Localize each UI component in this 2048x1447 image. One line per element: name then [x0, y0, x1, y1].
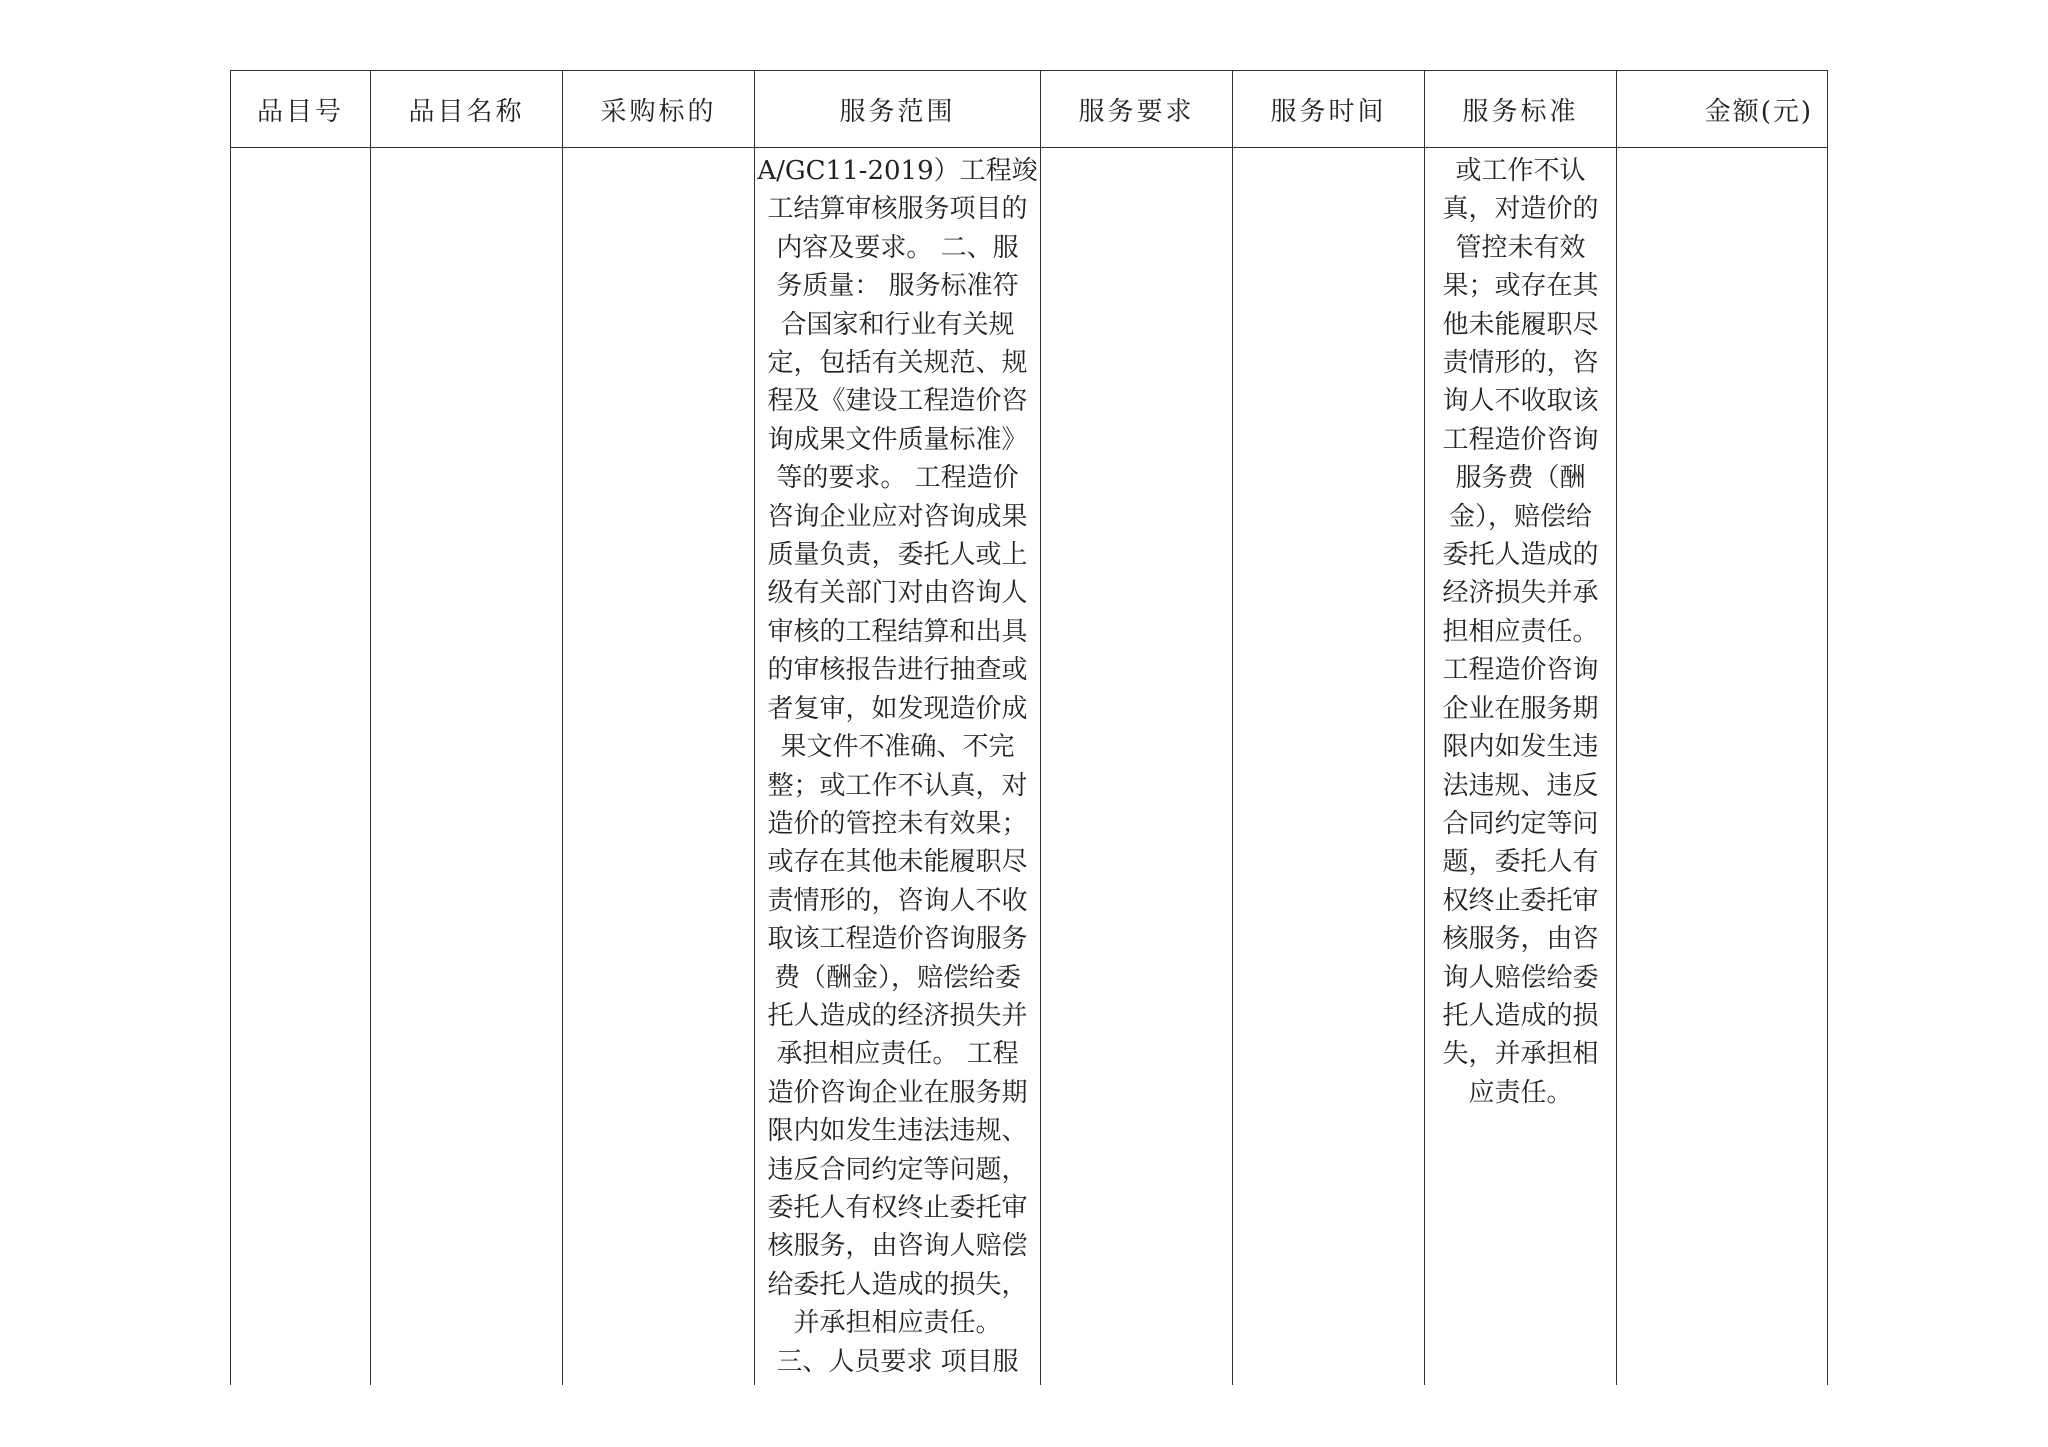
service-scope-line: 等的要求。 工程造价	[776, 463, 1019, 494]
cell-service-requirement	[1041, 148, 1233, 1386]
service-scope-line: A/GC11-2019）工程竣	[757, 156, 1038, 186]
table-header-row	[231, 71, 1828, 148]
service-scope-line: 造价的管控未有效果；	[767, 808, 1028, 839]
service-scope-line: 责情形的，咨询人不收	[767, 885, 1028, 916]
service-standard-line: 担相应责任。	[1442, 616, 1599, 647]
service-scope-line: 取该工程造价咨询服务	[767, 924, 1028, 955]
header-item-name: 品目名称	[371, 71, 563, 148]
cell-service-standard	[1425, 148, 1617, 1386]
service-scope-line: 程及《建设工程造价咨	[767, 386, 1028, 417]
service-scope-line: 三、人员要求 项目服	[776, 1346, 1019, 1377]
service-standard-line: 他未能履职尽	[1442, 309, 1599, 340]
table-row	[231, 148, 1828, 1386]
service-scope-line: 给委托人造成的损失，	[767, 1269, 1028, 1300]
header-service-time: 服务时间	[1233, 71, 1425, 148]
service-scope-line: 费（酬金），赔偿给委	[773, 962, 1021, 993]
service-scope-line: 的审核报告进行抽查或	[767, 655, 1028, 686]
service-scope-line: 造价咨询企业在服务期	[767, 1077, 1028, 1108]
cell-item-name	[371, 148, 563, 1386]
service-standard-line: 企业在服务期	[1442, 693, 1599, 724]
service-scope-line: 工结算审核服务项目的	[767, 194, 1028, 225]
service-scope-line: 询成果文件质量标准》	[767, 424, 1028, 455]
service-scope-line: 违反合同约定等问题，	[767, 1154, 1028, 1185]
service-scope-line: 审核的工程结算和出具	[767, 616, 1028, 647]
service-scope-line: 咨询企业应对咨询成果	[767, 501, 1028, 532]
service-standard-line: 工程造价咨询	[1442, 655, 1599, 686]
service-standard-line: 管控未有效	[1455, 232, 1586, 263]
cell-procurement-target	[563, 148, 755, 1386]
service-standard-line: 询人不收取该	[1442, 386, 1599, 417]
header-procurement-target: 采购标的	[563, 71, 755, 148]
header-service-scope: 服务范围	[755, 71, 1041, 148]
service-scope-line: 果文件不准确、不完	[780, 732, 1015, 763]
service-standard-line: 法违规、违反	[1442, 770, 1599, 801]
service-standard-line: 托人造成的损	[1442, 1000, 1599, 1031]
service-scope-line: 质量负责，委托人或上	[767, 540, 1028, 571]
service-standard-line: 金），赔偿给	[1448, 501, 1592, 532]
service-standard-line: 限内如发生违	[1442, 732, 1599, 763]
service-scope-line: 定，包括有关规范、规	[767, 348, 1028, 379]
service-scope-line: 委托人有权终止委托审	[767, 1192, 1028, 1223]
service-standard-line: 真，对造价的	[1442, 194, 1599, 225]
service-scope-line: 整；或工作不认真，对	[767, 770, 1028, 801]
service-scope-line: 或存在其他未能履职尽	[767, 847, 1028, 878]
service-standard-line: 应责任。	[1468, 1077, 1573, 1108]
cell-service-time	[1233, 148, 1425, 1386]
service-standard-line: 服务费（酬	[1455, 463, 1586, 494]
service-standard-line: 或工作不认	[1455, 156, 1586, 186]
service-standard-line: 委托人造成的	[1442, 540, 1599, 571]
service-standard-line: 经济损失并承	[1442, 578, 1599, 609]
cell-item-no	[231, 148, 371, 1386]
service-standard-line: 失，并承担相	[1442, 1039, 1599, 1070]
cell-service-scope	[755, 148, 1041, 1386]
service-scope-line: 核服务，由咨询人赔偿	[767, 1231, 1028, 1262]
service-scope-line: 合国家和行业有关规	[780, 309, 1015, 340]
service-scope-line: 务质量： 服务标准符	[776, 271, 1019, 302]
procurement-table	[230, 70, 1828, 1385]
service-standard-line: 果；或存在其	[1442, 271, 1599, 302]
service-scope-line: 者复审，如发现造价成	[767, 693, 1028, 724]
service-scope-line: 托人造成的经济损失并	[767, 1000, 1028, 1031]
service-standard-text	[1425, 148, 1616, 1112]
header-item-no: 品目号	[231, 71, 371, 148]
service-scope-line: 并承担相应责任。	[793, 1308, 1002, 1339]
header-service-requirement: 服务要求	[1041, 71, 1233, 148]
service-scope-line: 限内如发生违法违规、	[767, 1116, 1028, 1147]
service-standard-line: 题，委托人有	[1442, 847, 1599, 878]
service-scope-text	[755, 148, 1040, 1381]
header-service-standard: 服务标准	[1425, 71, 1617, 148]
service-scope-line: 级有关部门对由咨询人	[767, 578, 1028, 609]
cell-amount	[1617, 148, 1828, 1386]
service-standard-line: 责情形的，咨	[1442, 348, 1599, 379]
service-standard-line: 核服务，由咨	[1442, 924, 1599, 955]
header-amount: 金额(元)	[1617, 71, 1828, 148]
service-standard-line: 工程造价咨询	[1442, 424, 1599, 455]
service-standard-line: 合同约定等问	[1442, 808, 1599, 839]
service-standard-line: 权终止委托审	[1442, 885, 1599, 916]
service-scope-line: 承担相应责任。 工程	[776, 1039, 1019, 1070]
service-standard-line: 询人赔偿给委	[1442, 962, 1599, 993]
service-scope-line: 内容及要求。 二、服	[776, 232, 1019, 263]
